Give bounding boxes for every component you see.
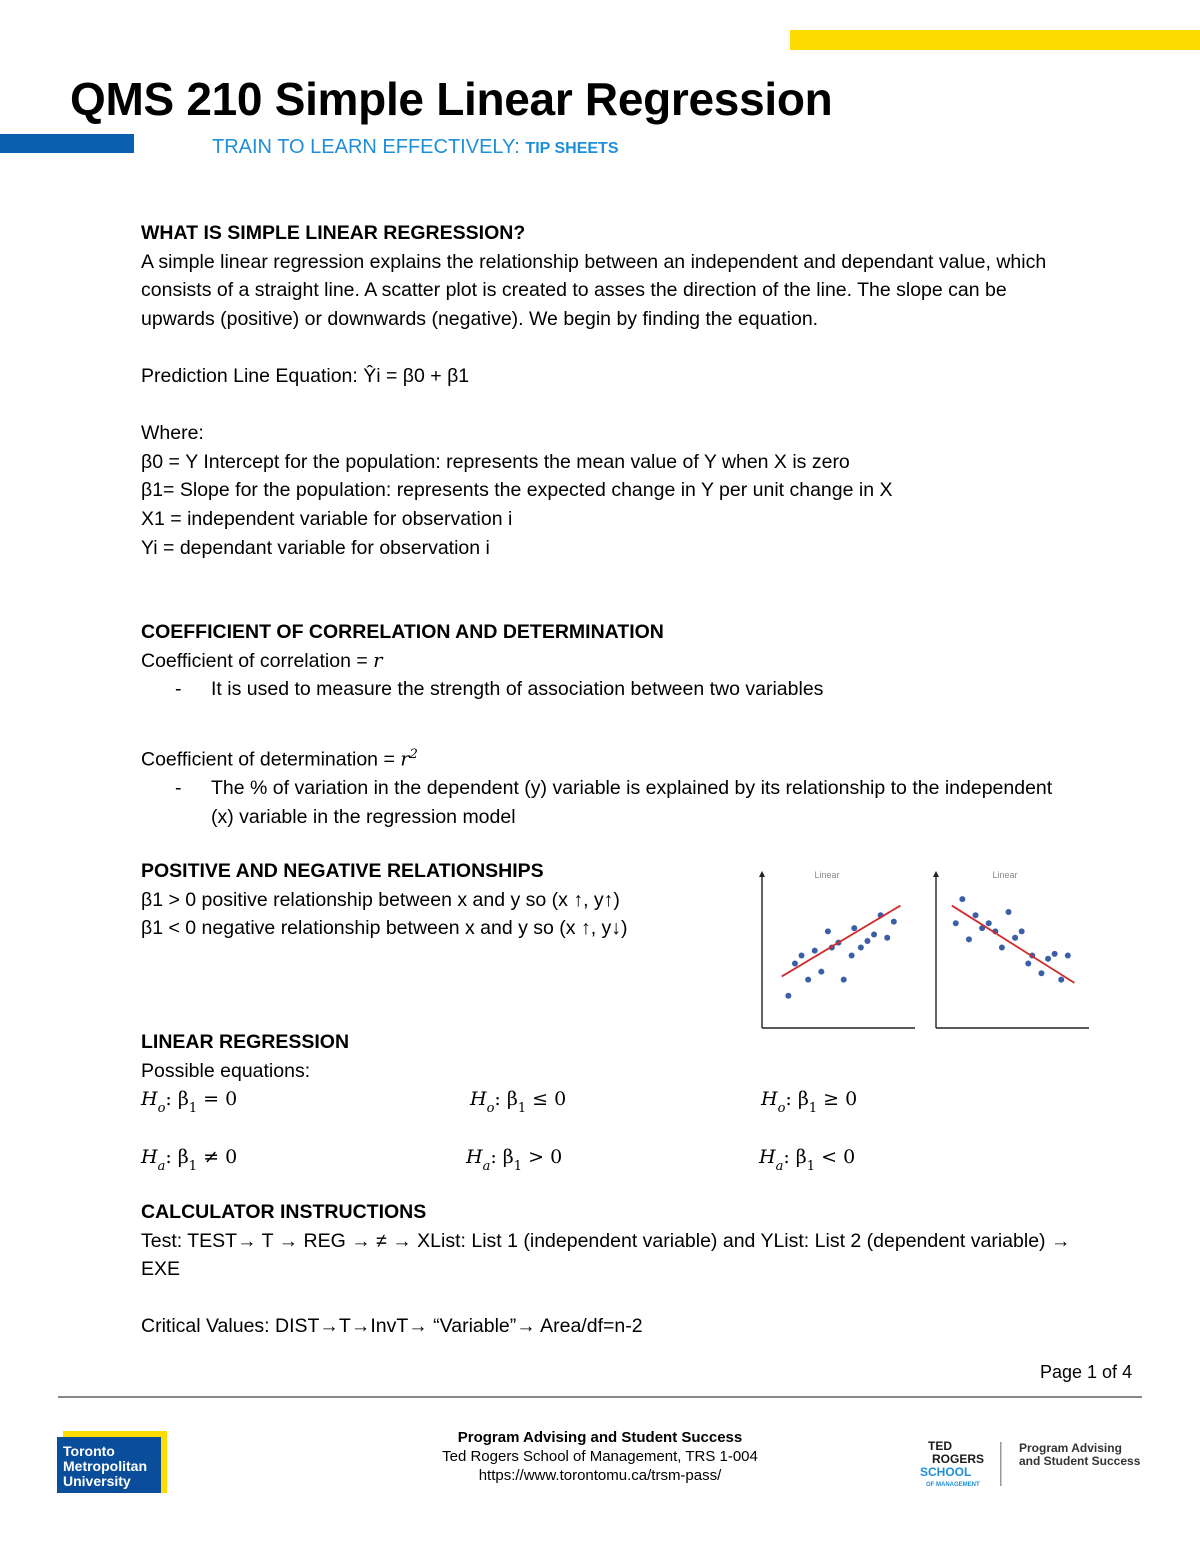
hypothesis-alt-2 <box>466 1146 563 1174</box>
hyp-beta-sub: 1 <box>188 1101 198 1116</box>
definition-item: Yi = dependant variable for observation i <box>141 536 490 559</box>
correlation-label: Coefficient of correlation = <box>141 649 374 672</box>
scatter-point <box>841 977 847 983</box>
hyp-colon: : <box>785 1088 792 1110</box>
hypothesis-null-2 <box>470 1088 567 1116</box>
possible-equations-label: Possible equations: <box>141 1059 311 1082</box>
header-blue-bar <box>0 134 134 153</box>
scatter-point <box>864 938 870 944</box>
hyp-colon: : <box>783 1146 790 1168</box>
section-relationships <box>141 857 741 943</box>
scatter-point <box>1045 956 1051 962</box>
hyp-colon: : <box>165 1088 172 1110</box>
subtitle-small: TIP SHEETS <box>525 140 619 157</box>
hyp-h: H <box>761 1088 778 1110</box>
hyp-h: H <box>141 1146 158 1168</box>
footer-line-3[interactable]: https://www.torontomu.ca/trsm-pass/ <box>478 1467 722 1484</box>
determination-line <box>141 741 1071 774</box>
page-subtitle <box>212 136 618 159</box>
scatter-point <box>858 944 864 950</box>
bullet-dash: - <box>175 678 182 701</box>
scatter-point <box>1038 970 1044 976</box>
negative-relationship: β1 < 0 negative relationship between x and y so (x ↑, y↓) <box>141 917 628 940</box>
hyp-colon: : <box>165 1146 172 1168</box>
footer-line-1: Program Advising and Student Success <box>457 1429 743 1446</box>
where-label: Where: <box>141 422 204 445</box>
logo-divider <box>1000 1442 1002 1486</box>
hyp-rhs: = 0 <box>203 1088 238 1110</box>
section-what <box>141 219 1071 562</box>
hyp-beta: β <box>797 1088 809 1110</box>
footer-text <box>400 1428 800 1485</box>
hyp-h: H <box>141 1088 158 1110</box>
section-heading: LINEAR REGRESSION <box>141 1031 350 1053</box>
determination-exponent: 2 <box>409 747 418 762</box>
scatter-point <box>799 953 805 959</box>
hyp-beta: β <box>506 1088 518 1110</box>
chart-left <box>759 871 915 1028</box>
bullet-text: It is used to measure the strength of association between two variables <box>211 678 824 701</box>
hypothesis-null-3 <box>761 1088 858 1116</box>
trsm-logo <box>918 1438 1148 1490</box>
determination-bullet <box>141 774 1071 831</box>
chart-left-title: Linear <box>814 870 840 880</box>
hyp-beta-sub: 1 <box>808 1101 818 1116</box>
scatter-point <box>1025 961 1031 967</box>
hyp-sub: o <box>777 1101 786 1116</box>
section-coefficient <box>141 618 1071 704</box>
correlation-bullet <box>141 675 1071 704</box>
hyp-rhs: ≥ 0 <box>823 1088 858 1110</box>
scatter-point <box>999 944 1005 950</box>
hyp-h: H <box>466 1146 483 1168</box>
hyp-sub: o <box>486 1101 495 1116</box>
scatter-point <box>986 920 992 926</box>
scatter-point <box>1058 977 1064 983</box>
determination-label: Coefficient of determination = <box>141 748 401 771</box>
regression-line <box>952 906 1075 983</box>
scatter-point <box>785 993 791 999</box>
hyp-beta: β <box>795 1146 807 1168</box>
definition-item: X1 = independent variable for observation i <box>141 507 513 530</box>
hyp-h: H <box>470 1088 487 1110</box>
hyp-rhs: ≤ 0 <box>532 1088 567 1110</box>
hyp-colon: : <box>490 1146 497 1168</box>
trs-logo-text-4: OF MANAGEMENT <box>926 1482 980 1488</box>
hyp-colon: : <box>494 1088 501 1110</box>
correlation-line <box>141 647 1071 676</box>
hypothesis-null-1 <box>141 1088 238 1116</box>
calculator-critical: Critical Values: DIST→T→InvT→ “Variable”→ Area/df=n-2 <box>141 1315 643 1338</box>
tmu-logo <box>57 1431 167 1493</box>
scatter-point <box>1052 951 1058 957</box>
trs-logo-text-2: ROGERS <box>932 1452 985 1466</box>
scatter-point <box>966 936 972 942</box>
hyp-rhs: > 0 <box>528 1146 563 1168</box>
definition-item: β0 = Y Intercept for the population: represents the mean value of Y when X is zero <box>141 450 850 473</box>
scatter-charts <box>752 862 1092 1047</box>
scatter-point <box>849 953 855 959</box>
subtitle-main: TRAIN TO LEARN EFFECTIVELY: <box>212 136 520 158</box>
tmu-logo-text-1: Toronto <box>63 1443 115 1459</box>
pass-logo-text-1: Program Advising <box>1019 1441 1122 1455</box>
footer-divider <box>58 1396 1142 1398</box>
section-heading: CALCULATOR INSTRUCTIONS <box>141 1201 427 1223</box>
scatter-point <box>884 935 890 941</box>
scatter-point <box>953 920 959 926</box>
prediction-equation: Prediction Line Equation: Ŷi = β0 + β1 <box>141 364 470 387</box>
scatter-point <box>1012 935 1018 941</box>
y-axis-arrow <box>933 871 939 877</box>
trs-logo-text-3: SCHOOL <box>920 1465 972 1479</box>
hyp-sub: a <box>775 1159 784 1174</box>
trs-logo-text-1: TED <box>928 1439 952 1453</box>
hypothesis-alt-1 <box>141 1146 238 1174</box>
scatter-point <box>812 948 818 954</box>
scatter-point <box>792 961 798 967</box>
scatter-point <box>851 925 857 931</box>
tmu-logo-text-3: University <box>63 1473 131 1489</box>
pass-logo-text-2: and Student Success <box>1019 1454 1141 1468</box>
chart-right <box>933 871 1089 1028</box>
section-heading: WHAT IS SIMPLE LINEAR REGRESSION? <box>141 222 526 244</box>
footer-line-2: Ted Rogers School of Management, TRS 1-004 <box>442 1448 758 1465</box>
hyp-rhs: ≠ 0 <box>203 1146 238 1168</box>
hyp-beta-sub: 1 <box>806 1159 816 1174</box>
page-title: QMS 210 Simple Linear Regression <box>70 73 833 125</box>
y-axis-arrow <box>759 871 765 877</box>
scatter-point <box>959 896 965 902</box>
scatter-point <box>818 969 824 975</box>
hyp-sub: a <box>482 1159 491 1174</box>
hyp-sub: a <box>157 1159 166 1174</box>
hyp-beta: β <box>177 1146 189 1168</box>
correlation-symbol: r <box>373 648 383 672</box>
scatter-point <box>825 928 831 934</box>
hyp-beta-sub: 1 <box>188 1159 198 1174</box>
section-heading: COEFFICIENT OF CORRELATION AND DETERMINATION <box>141 621 664 643</box>
scatter-point <box>805 977 811 983</box>
hyp-beta-sub: 1 <box>517 1101 527 1116</box>
scatter-point <box>891 919 897 925</box>
hyp-beta: β <box>502 1146 514 1168</box>
hyp-sub: o <box>157 1101 166 1116</box>
header-yellow-bar <box>790 30 1200 50</box>
positive-relationship: β1 > 0 positive relationship between x and y so (x ↑, y↑) <box>141 888 620 911</box>
scatter-point <box>871 932 877 938</box>
bullet-text: The % of variation in the dependent (y) variable is explained by its relationship to the independent (x) variable in the regression model <box>211 777 1053 828</box>
determination-symbol: r <box>400 747 410 771</box>
section-determination <box>141 741 1071 831</box>
chart-right-title: Linear <box>992 870 1018 880</box>
tmu-logo-text-2: Metropolitan <box>63 1458 147 1474</box>
hyp-beta: β <box>177 1088 189 1110</box>
section-heading: POSITIVE AND NEGATIVE RELATIONSHIPS <box>141 860 544 882</box>
hyp-h: H <box>759 1146 776 1168</box>
hypothesis-alt-3 <box>759 1146 856 1174</box>
hyp-beta-sub: 1 <box>513 1159 523 1174</box>
section-calculator <box>141 1198 1071 1341</box>
scatter-point <box>973 912 979 918</box>
definition-item: β1= Slope for the population: represents the expected change in Y per unit change in X <box>141 479 893 502</box>
bullet-dash: - <box>175 777 182 800</box>
scatter-point <box>1006 909 1012 915</box>
scatter-point <box>1065 953 1071 959</box>
scatter-point <box>1019 928 1025 934</box>
regression-line <box>782 906 901 977</box>
page-number: Page 1 of 4 <box>1040 1362 1133 1382</box>
section-linear-regression <box>141 1028 1071 1085</box>
section-paragraph: A simple linear regression explains the relationship between an independent and dependant value, which consists of a straight line. A scatter plot is created to asses the direction of the line. The slope can be upwards (positive) or downwards (negative). We begin by finding the equation. <box>141 250 1047 330</box>
calculator-test: Test: TEST→ T → REG → ≠ → XList: List 1 (independent variable) and YList: List 2 (dependent variable) → EXE <box>141 1229 1071 1281</box>
hyp-rhs: < 0 <box>821 1146 856 1168</box>
